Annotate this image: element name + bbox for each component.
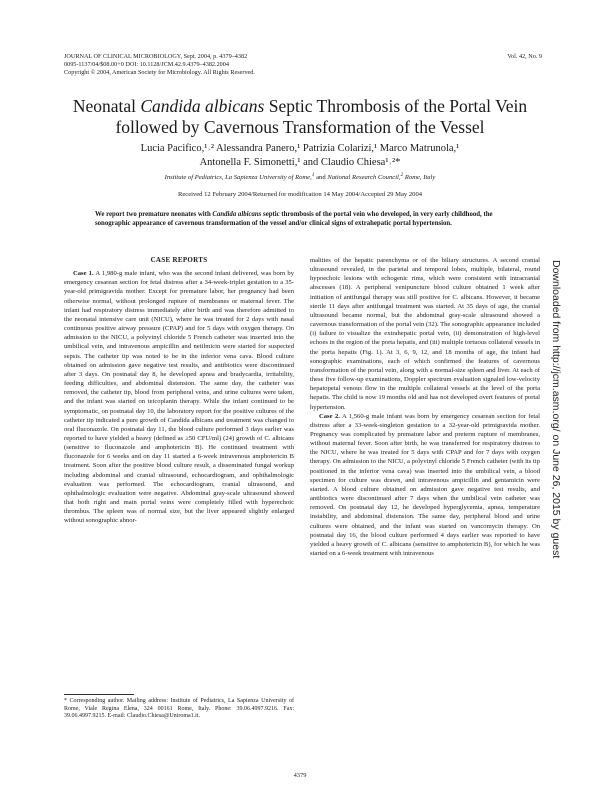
abstract-italic: Candida albicans (212, 211, 262, 218)
section-heading: CASE REPORTS (150, 256, 208, 264)
corresponding-author-footnote: * Corresponding author. Mailing address: Institute of Pediatrics, La Sapienza University of Rome, Viale Regina Elena, 324 00161 Rome, Italy. Phone: 39.06.4997.9216. Fax: 39.06.4997.9215. E-mail: Claudio.Chiesa@Uniroma1.it. (64, 698, 294, 720)
download-watermark: Downloaded from http://jcm.asm.org/ on June 26, 2015 by guest (550, 260, 562, 559)
abstract-post: septic thrombosis of the portal vein who developed, in very early childhood, the sonographic appearance of cavernous transformation of the vessel and/or clinical signs of extrahepatic portal hypertension. (95, 211, 493, 228)
affiliation (40, 172, 560, 181)
journal-citation: JOURNAL OF CLINICAL MICROBIOLOGY, Sept. 2004, p. 4379–4382 (64, 53, 248, 60)
left-column (64, 256, 294, 526)
journal-header (64, 53, 255, 76)
page-number: 4379 (293, 772, 307, 779)
affil-institute: Institute of Pediatrics, La Sapienza University of Rome, (164, 174, 312, 182)
title-part2: Septic Thrombosis of the Portal Vein (264, 96, 528, 116)
affil-sup2: 2 (400, 172, 404, 178)
affil-council: National Research Council, (327, 174, 401, 182)
affil-city: Rome, Italy (403, 174, 436, 182)
case1-continued: malities of the hepatic parenchyma or of the biliary structures. A second cranial ultrasound revealed, in the parietal and temporal lobes, multiple, bilateral, round hypoechoic lesions with echogenic rims, which were consistent with intracranial abscesses (18). A peripheral venipuncture blood culture obtained 1 week after initiation of antifungal therapy was still positive for C. albicans. However, it became sterile 11 days after antifungal treatment was started. At 35 days of age, the cranial ultrasound became normal, but the abdominal gray-scale ultrasound showed a cavernous transformation of the portal vein (32). The sonographic appearance included (i) failure to visualize the extrahepatic portal vein, (ii) demonstration of high-level echoes in the region of the porta hepatis, and (iii) multiple tortuous collateral vessels in the porta hepatis (Fig. 1). At 3, 6, 9, 12, and 18 months of age, the infant had sonographic examinations, each of which confirmed the features of cavernous transformation of the portal vein, along with a normal-size spleen and liver. At each of these five follow-up examinations, Doppler spectrum evaluation signaled low-velocity hepatopetal venous flow in the multiple collateral vessels at the level of the porta hepatis. The child is now 19 months old and has not developed overt features of portal hypertension. (310, 257, 540, 411)
abstract-pre: We report two premature neonates with (95, 211, 213, 218)
case2-label: Case 2. (319, 412, 340, 420)
article-title (40, 96, 560, 138)
title-italic: Candida albicans (140, 96, 265, 116)
author-list (60, 142, 540, 169)
case1-label: Case 1. (73, 270, 94, 278)
copyright-line: Copyright © 2004, American Society for Microbiology. All Rights Reserved. (64, 68, 255, 76)
abstract (95, 210, 505, 229)
authors-line2: Antonella F. Simonetti,¹ and Claudio Chiesa¹˒²* (199, 156, 401, 168)
case1-paragraph (64, 269, 294, 525)
footnote-rule (64, 694, 134, 695)
case1-text: A 1,980-g male infant, who was the second infant delivered, was born by emergency cesarean section for fetal distress after a 34-week-triplet gestation to a 35-year-old primigravida mother. Except for premature labor, her pregnancy had been otherwise normal, without prolonged rupture of membranes or maternal fever. The infant had respiratory distress immediately after birth and was therefore admitted to the neonatal intensive care unit (NICU), where he was treated for 2 days with nasal continuous positive airway pressure (CPAP) and for 5 days with oxygen therapy. On admission to the NICU, a polyvinyl chloride 5 French catheter was inserted into the umbilical vein, and intravenous ampicillin and netilmicin were started for suspected sepsis. The catheter tip was noted to be in the inferior vena cava. Blood culture obtained on admission gave negative test results, and antibiotics were discontinued after 3 days. On postnatal day 8, he developed apnea and bradycardia, irritability, feeding difficulties, and abdominal distension. The same day, the catheter was removed, the catheter tip, blood from peripheral veins, and urine cultures were taken, and the infant was started on teicoplanin therapy. While the infant continued to be symptomatic, on postnatal day 10, the laboratory report for the positive cultures of the catheter tip indicated a pure growth of Candida albicans and treatment was changed to oral fluconazole. On postnatal day 11, the blood culture performed 3 days earlier was reported to have yielded a heavy (defined as ≥50 CFU/ml) (24) growth of C. albicans (sensitive to fluconazole and amphotericin B). He continued treatment with fluconazole for 6 weeks and on day 11 started a 6-week intravenous amphotericin B treatment. Soon after the positive blood culture result, a disseminated fungal workup including abdominal and cranial ultrasound, echocardiogram, and ophthalmologic evaluation was performed. The echocardiogram, cranial ultrasound, and ophthalmologic evaluation were negative. Abdominal gray-scale ultrasound showed that both right and main portal veins were completely filled with hyperechoic thrombus. The spleen was of normal size, but the liver appeared slightly enlarged without sonographic abnor- (64, 270, 294, 525)
case2-text: A 1,560-g male infant was born by emergency cesarean section for fetal distress after a 33-week-singleton gestation to a 32-year-old primigravida mother. Pregnancy was complicated by premature labor and preterm rupture of membranes, without maternal fever. Soon after birth, he was transferred for respiratory distress to the NICU, where he was treated for 5 days with CPAP and for 7 days with oxygen therapy. On admission to the NICU, a polyvinyl chloride 5 French catheter (with its tip positioned in the inferior vena cava) was inserted into the umbilical vein, a blood specimen for culture was drawn, and intravenous ampicillin and gentamicin were started. A blood culture obtained on admission gave negative test results, and antibiotics were discontinued after 7 days when the umbilical vein catheter was removed. On postnatal day 12, he developed hyperglycemia, apnea, temperature instability, and abdominal distension. The same day, peripheral blood and urine cultures were obtained, and the infant was started on vancomycin therapy. On postnatal day 16, the blood culture performed 4 days earlier was reported to have yielded a heavy growth of C. albicans (sensitive to amphotericin B), for which he was started on a 6-week treatment with intravenous (310, 412, 540, 557)
right-column (310, 256, 540, 558)
title-part1: Neonatal (72, 96, 141, 116)
case2-paragraph (310, 412, 540, 559)
affil-sup1: 1 (311, 172, 315, 178)
affil-and: and (314, 174, 328, 182)
received-dates: Received 12 February 2004/Returned for modification 14 May 2004/Accepted 29 May 2004 (177, 191, 423, 198)
volume-info: Vol. 42, No. 9 (507, 53, 542, 60)
authors-line1: Lucia Pacifico,¹˒² Alessandra Panero,¹ Patrizia Colarizi,¹ Marco Matrunola,¹ (140, 143, 460, 154)
doi-line: 0095-1137/04/$08.00+0 DOI: 10.1128/JCM.42.9.4379–4382.2004 (64, 60, 229, 68)
title-line2: followed by Cavernous Transformation of the Vessel (115, 117, 485, 137)
